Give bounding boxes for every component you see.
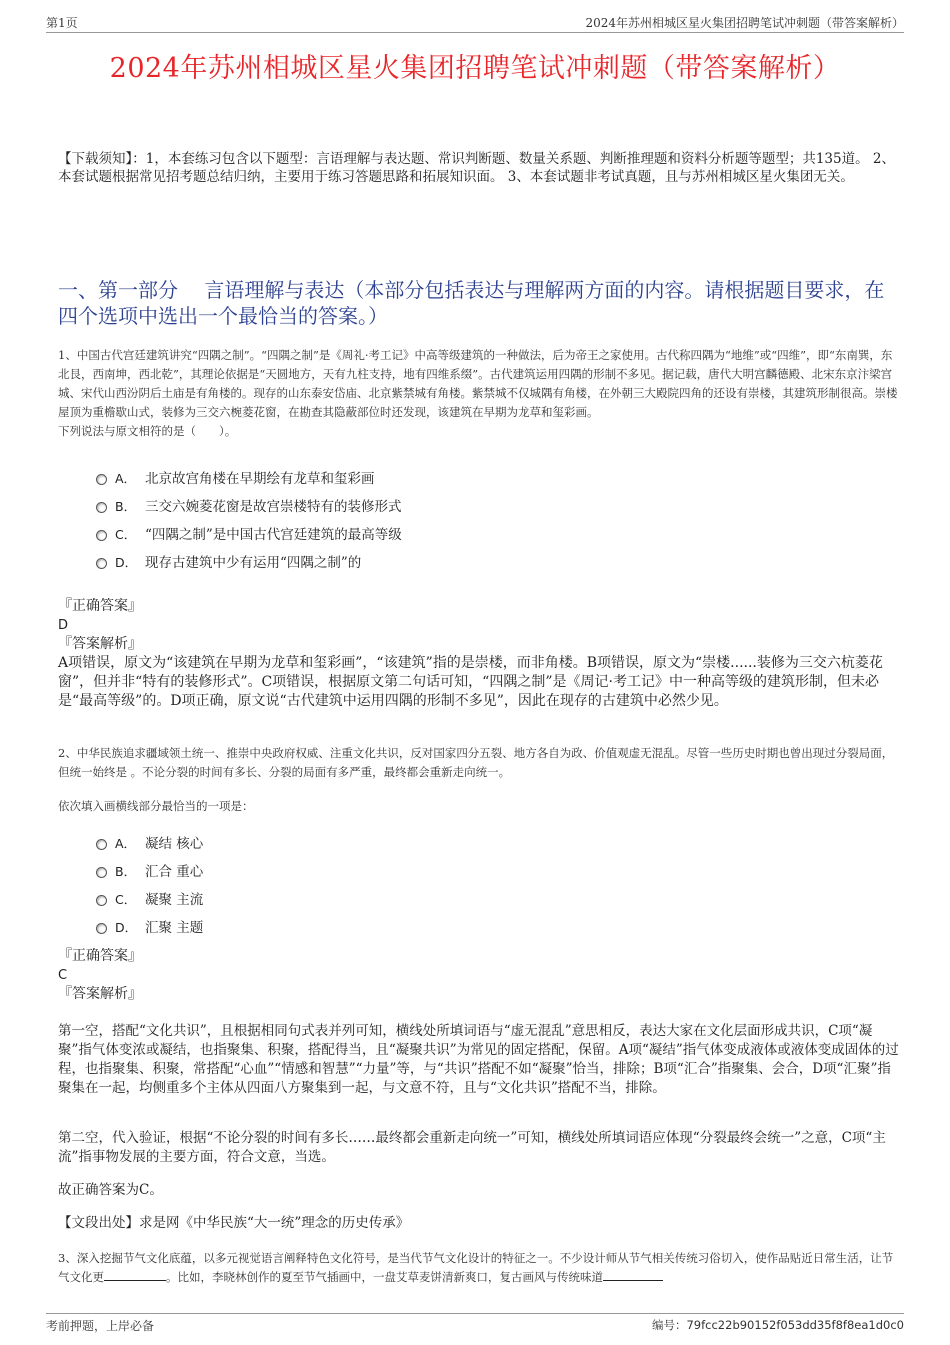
radio-icon[interactable] — [96, 502, 107, 513]
q2-analysis-para-2: 第二空，代入验证，根据“不论分裂的时间有多长……最终都会重新走向统一”可知，横线处所填词语应体现“分裂最终会统一”之意，C项“主流”指事物发展的主要方面，符合文意，当选。 — [58, 1130, 886, 1165]
option-letter: A． — [115, 471, 137, 486]
q1-option-a[interactable] — [96, 470, 375, 488]
option-text: 现存古建筑中少有运用“四隅之制”的 — [145, 555, 362, 571]
question-3-passage-b: 。比如，李晓林创作的夏至节气插画中，一盘艾草麦饼清新爽口，复古画风与传统味道 — [166, 1270, 603, 1284]
q2-analysis-para-1: 第一空，搭配“文化共识”，且根据相同句式表并列可知，横线处所填词语与“虚无混乱”意思相反，表达大家在文化层面形成共识，C项“凝聚”指气体变浓或凝结，也指聚集、积聚，搭配得当，且“凝聚共识”为常见的固定搭配，保留。A项“凝结”指气体变成液体或液体变成固体的过程，也指聚集、积聚，常搭配“心血”“情感和智慧”“力量”等，与“共识”搭配不如“凝聚”恰当，排除；B项“汇合”指聚集、会合，D项“汇聚”指聚集在一起，均侧重多个主体从四面八方聚集到一起，与文意不符，且与“文化共识”搭配不当，排除。 — [58, 1023, 899, 1096]
correct-answer: D — [58, 618, 69, 633]
radio-icon[interactable] — [96, 923, 107, 934]
q1-option-b[interactable] — [96, 498, 402, 516]
option-letter: A． — [115, 836, 137, 851]
option-text: 汇合 重心 — [145, 864, 204, 880]
radio-icon[interactable] — [96, 867, 107, 878]
analysis-label: 『答案解析』 — [58, 986, 142, 1002]
q1-answer-block — [58, 597, 900, 711]
page-header — [46, 14, 904, 33]
option-letter: C． — [115, 892, 137, 907]
radio-icon[interactable] — [96, 530, 107, 541]
section-heading: 一、第一部分 言语理解与表达（本部分包括表达与理解两方面的内容。请根据题目要求，在四个选项中选出一个最恰当的答案。） — [58, 278, 885, 328]
fill-blank-2[interactable] — [603, 1268, 663, 1281]
question-2-text — [58, 744, 900, 782]
q2-option-b[interactable] — [96, 863, 203, 881]
question-3-text — [58, 1249, 900, 1287]
question-3-passage-a: 3、深入挖掘节气文化底蕴，以多元视觉语言阐释特色文化符号，是当代节气文化设计的特征之一。不少设计师从节气相关传统习俗切入，使作品贴近日常生活，让节气文化更 — [58, 1251, 894, 1284]
footer-slogan: 考前押题，上岸必备 — [46, 1319, 155, 1333]
option-text: 北京故宫角楼在早期绘有龙草和玺彩画 — [145, 471, 375, 487]
page-number: 第1页 — [46, 16, 78, 30]
option-letter: B． — [115, 499, 137, 514]
question-1-prompt: 下列说法与原文相符的是（ ）。 — [58, 424, 237, 438]
q2-option-a[interactable] — [96, 835, 203, 853]
option-text: 汇聚 主题 — [145, 920, 204, 936]
option-letter: B． — [115, 864, 137, 879]
q1-option-d[interactable] — [96, 554, 361, 572]
option-letter: D． — [115, 555, 138, 570]
answer-label: 『正确答案』 — [58, 598, 142, 614]
question-1-passage: 1、中国古代宫廷建筑讲究“四隅之制”。“四隅之制”是《周礼·考工记》中高等级建筑的一种做法，后为帝王之家使用。古代称四隅为“地维”或“四维”，即“东南巽，东北艮，西南坤，西北乾”，其理论依据是“天圆地方，天有九柱支持，地有四维系缀”。古代建筑运用四隅的形制不多见。据记载，唐代大明宫麟德殿、北宋东京汴梁宫城、宋代山西汾阴后土庙是有角楼的。现存的山东泰安岱庙、北京紫禁城有角楼。紫禁城不仅城隅有角楼，在外朝三大殿院四角的还设有崇楼，其建筑形制很高。崇楼屋顶为重檐歇山式，装修为三交六椀菱花窗，在勘查其隐蔽部位时还发现，该建筑在早期为龙草和玺彩画。 — [58, 348, 898, 419]
q2-answer-block — [58, 947, 900, 1004]
page-footer — [46, 1313, 904, 1334]
option-text: 凝聚 主流 — [145, 892, 204, 908]
option-letter: C． — [115, 527, 137, 542]
q2-source: 【文段出处】求是网《中华民族“大一统”理念的历史传承》 — [58, 1215, 410, 1231]
option-text: 三交六婉菱花窗是故宫崇楼特有的装修形式 — [145, 499, 402, 515]
question-1-text — [58, 346, 900, 441]
analysis-text: A项错误，原文为“该建筑在早期为龙草和玺彩画”，“该建筑”指的是崇楼，而非角楼。B项错误，原文为“崇楼......装修为三交六杭菱花窗”，但并非“特有的装修形式”。C项错误，根据原文第二句话可知，“四隅之制”是《周记·考工记》中一种高等级的建筑形制，但未必是“最高等级”的。D项正确，原文说“古代建筑中运用四隅的形制不多见”，因此在现存的古建筑中必然少见。 — [58, 655, 883, 709]
header-doc-title: 2024年苏州相城区星火集团招聘笔试冲刺题（带答案解析） — [585, 16, 904, 30]
q2-option-d[interactable] — [96, 919, 203, 937]
radio-icon[interactable] — [96, 895, 107, 906]
page-title: 2024年苏州相城区星火集团招聘笔试冲刺题（带答案解析） — [109, 53, 841, 84]
option-text: “四隅之制”是中国古代宫廷建筑的最高等级 — [145, 527, 402, 543]
question-2-prompt: 依次填入画横线部分最恰当的一项是： — [58, 799, 254, 813]
radio-icon[interactable] — [96, 474, 107, 485]
fill-blank-1[interactable] — [104, 1268, 166, 1281]
footer-doc-id: 编号：79fcc22b90152f053dd35f8f8ea1d0c0 — [651, 1318, 904, 1332]
q1-option-c[interactable] — [96, 526, 402, 544]
question-2-passage: 2、中华民族追求疆域领土统一、推崇中央政府权威、注重文化共识，反对国家四分五裂、地方各自为政、价值观虚无混乱。尽管一些历史时期也曾出现过分裂局面，但统一始终是 。不论分裂的时间有多长、分裂的局面有多严重，最终都会重新走向统一。 — [58, 746, 894, 779]
option-letter: D． — [115, 920, 138, 935]
download-notice: 【下载须知】：1，本套练习包含以下题型：言语理解与表达题、常识判断题、数量关系题、判断推理题和资料分析题等题型；共135道。 2、本套试题根据常见招考题总结归纳，主要用于练习答题思路和拓展知识面。 3、本套试题非考试真题，且与苏州相城区星火集团无关。 — [58, 151, 895, 185]
q2-option-c[interactable] — [96, 891, 203, 909]
radio-icon[interactable] — [96, 558, 107, 569]
answer-label: 『正确答案』 — [58, 948, 142, 964]
radio-icon[interactable] — [96, 839, 107, 850]
q2-analysis-para-3: 故正确答案为C。 — [58, 1182, 163, 1198]
analysis-label: 『答案解析』 — [58, 636, 142, 652]
option-text: 凝结 核心 — [145, 836, 204, 852]
correct-answer: C — [58, 968, 68, 983]
